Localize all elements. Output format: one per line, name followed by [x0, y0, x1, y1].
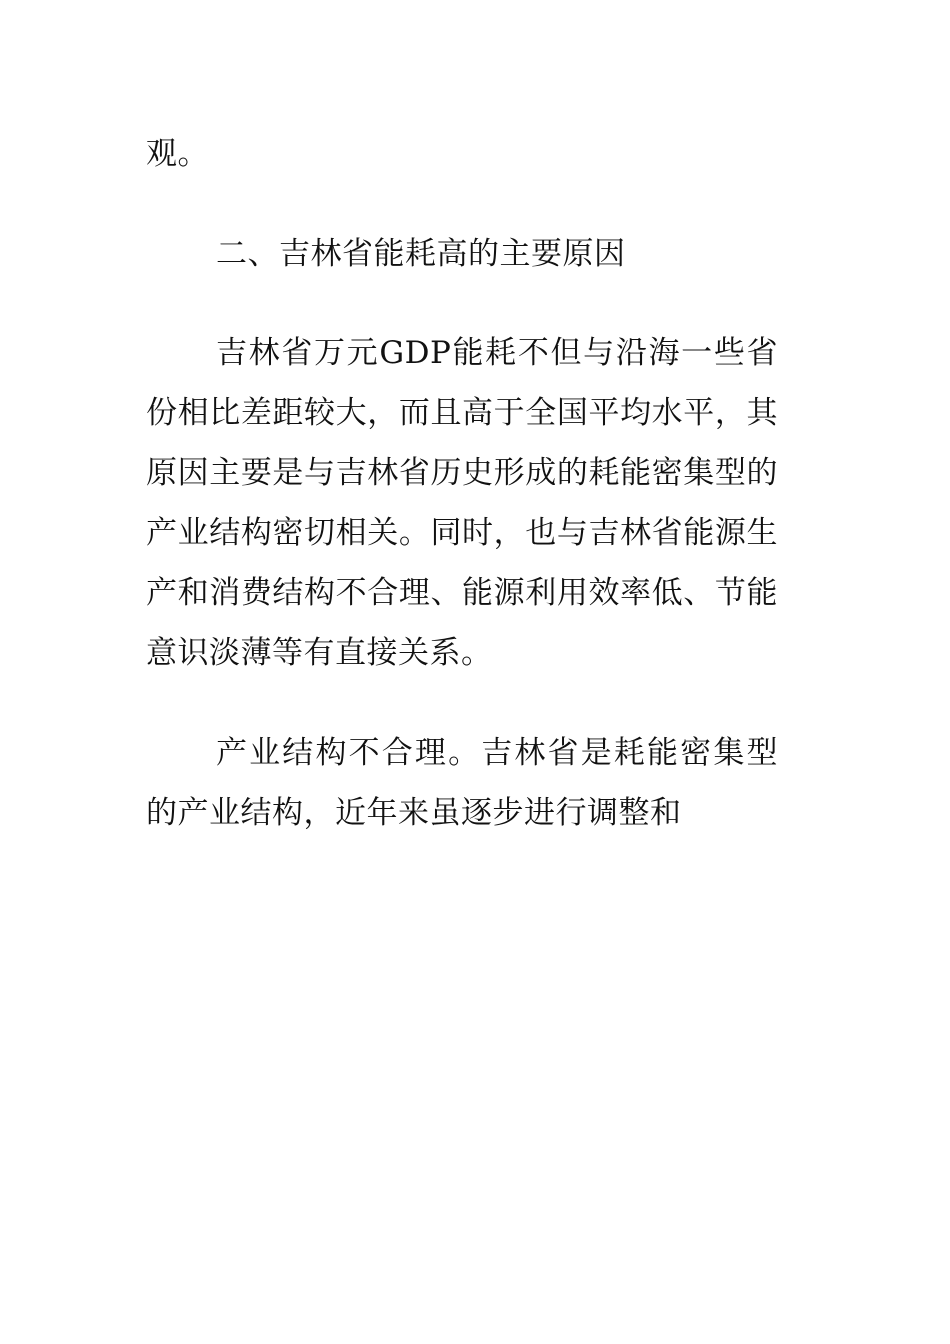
- paragraph-industry-structure: 产业结构不合理。吉林省是耗能密集型的产业结构，近年来虽逐步进行调整和: [146, 734, 778, 831]
- paragraph-causes: 吉林省万元GDP能耗不但与沿海一些省份相比差距较大，而且高于全国平均水平，其原因主要是与吉林省历史形成的耗能密集型的产业结构密切相关。同时，也与吉林省能源生产和消费结构不合理、能源利用效率低、节能意识淡薄等有直接关系。: [146, 335, 778, 671]
- paragraph-continuation: 观。: [146, 136, 209, 172]
- document-page: [146, 124, 778, 882]
- section-heading: 二、吉林省能耗高的主要原因: [216, 235, 626, 272]
